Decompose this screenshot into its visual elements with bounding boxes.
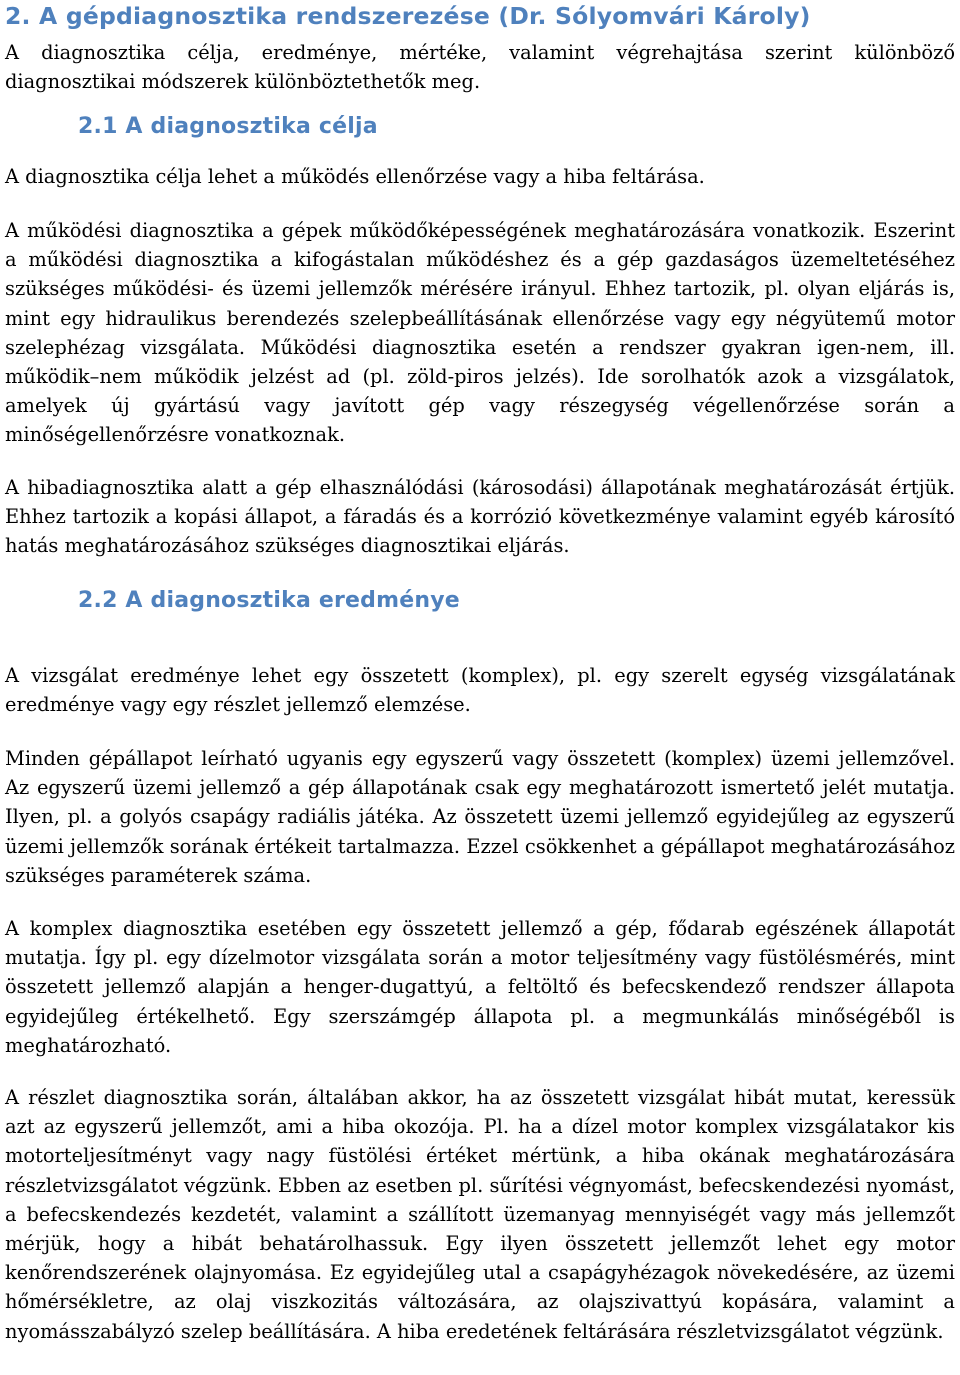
section-title: 2. A gépdiagnosztika rendszerezése (Dr. Sólyomvári Károly) (5, 2, 811, 30)
result-paragraph-1: A vizsgálat eredménye lehet egy összetett (komplex), pl. egy szerelt egység vizsgálatának eredménye vagy egy részlet jellemző elemzése. (5, 664, 955, 717)
subsection-title-purpose: 2.1 A diagnosztika célja (78, 114, 378, 139)
purpose-paragraph-1: A diagnosztika célja lehet a működés ellenőrzése vagy a hiba feltárása. (5, 165, 705, 188)
result-paragraph-2: Minden gépállapot leírható ugyanis egy egyszerű vagy összetett (komplex) üzemi jellemzővel. Az egyszerű üzemi jellemző a gép állapotának csak egy meghatározott ismertető jelét mutatja. Ilyen, pl. a golyós csapágy radiális játéka. Az összetett üzemi jellemző egyidejűleg az egyszerű üzemi jellemzők sorának értékeit tartalmazza. Ezzel csökkenhet a gépállapot meghatározásához szükséges paraméterek száma. (5, 747, 955, 887)
result-paragraph-4: A részlet diagnosztika során, általában akkor, ha az összetett vizsgálat hibát mutat, keressük azt az egyszerű jellemzőt, ami a hiba okozója. Pl. ha a dízel motor komplex vizsgálatakor kis motorteljesítményt vagy nagy füstölési értéket mértünk, a hiba okának meghatározására részletvizsgálatot végzünk. Ebben az esetben pl. sűrítési végnyomást, befecskendezési nyomást, a befecskendezés kezdetét, valamint a szállított üzemanyag mennyiségét vagy más jellemzőt mérjük, hogy a hibát behatárolhassuk. Egy ilyen összetett jellemzőt lehet egy motor kenőrendszerének olajnyomása. Ez egyidejűleg utal a csapágyhézagok növekedésére, az üzemi hőmérsékletre, az olaj viszkozitás változására, az olajszivattyú kopására, valamint a nyomásszabályzó szelep beállítására. A hiba eredetének feltárására részletvizsgálatot végzünk. (5, 1086, 955, 1343)
result-paragraph-3: A komplex diagnosztika esetében egy összetett jellemző a gép, fődarab egészének állapotát mutatja. Így pl. egy dízelmotor vizsgálata során a motor teljesítmény vagy füstölésmérés, mint összetett jellemző alapján a henger-dugattyú, a feltöltő és befecskendező rendszer állapota egyidejűleg értékelhető. Egy szerszámgép állapota pl. a megmunkálás minőségéből is meghatározható. (5, 917, 955, 1057)
purpose-paragraph-3: A hibadiagnosztika alatt a gép elhasználódási (károsodási) állapotának meghatározását értjük. Ehhez tartozik a kopási állapot, a fáradás és a korrózió következménye valamint egyéb károsító hatás meghatározásához szükséges diagnosztikai eljárás. (5, 476, 955, 558)
subsection-title-result: 2.2 A diagnosztika eredménye (78, 588, 460, 613)
purpose-paragraph-2: A működési diagnosztika a gépek működőképességének meghatározására vonatkozik. Eszerint a működési diagnosztika a kifogástalan működéshez és a gép gazdaságos üzemeltetéséhez szükséges működési- és üzemi jellemzők mérésére irányul. Ehhez tartozik, pl. olyan eljárás is, mint egy hidraulikus berendezés szelepbeállításának ellenőrzése vagy egy négyütemű motor szelephézag vizsgálata. Működési diagnosztika esetén a rendszer gyakran igen-nem, ill. működik–nem működik jelzést ad (pl. zöld-piros jelzés). Ide sorolhatók azok a vizsgálatok, amelyek új gyártású vagy javított gép vagy részegység végellenőrzése során a minőségellenőrzésre vonatkoznak. (5, 219, 955, 447)
intro-paragraph: A diagnosztika célja, eredménye, mértéke, valamint végrehajtása szerint különböző diagnosztikai módszerek különböztethetők meg. (5, 41, 955, 94)
